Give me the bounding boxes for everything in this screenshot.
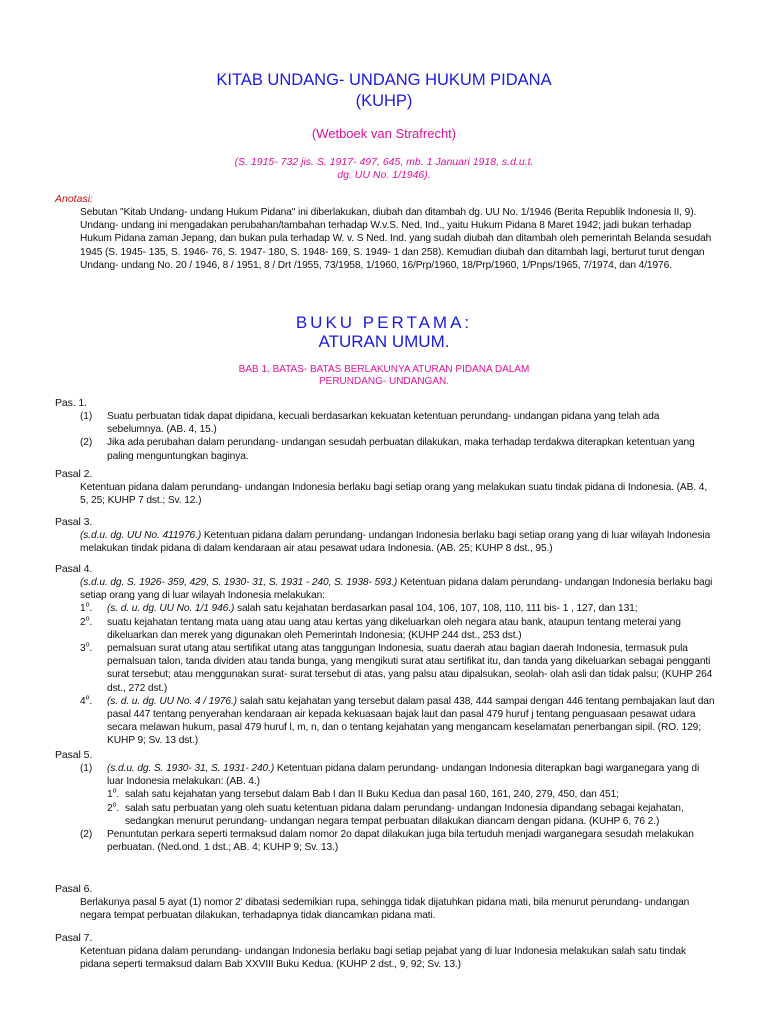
book-subtitle: ATURAN UMUM. bbox=[318, 332, 450, 351]
pasal-body bbox=[80, 576, 715, 602]
item-number: (2) bbox=[80, 829, 93, 841]
item-text: pemalsuan surat utang atau sertifikat utang atas tanggungan Indonesia, suatu daerah atau bagian daerah Indonesia, termasuk pula pemalsuan talon, tanda dividen atau tanda bunga, yang mengikuti surat atau sertifikat itu, dan tanda yang dikeluarkan sebagai pengganti surat tersebut; atau menggunakan surat- surat tersebut di atas, yang palsu atau dipalsukan, seolah- olah asli dan tidak palsu; (KUHP 264 dst., 272 dst.) bbox=[107, 643, 713, 694]
chapter-heading bbox=[0, 364, 768, 388]
item-text: (s.d.u. dg. S. 1930- 31, S. 1931- 240.) Ketentuan pidana dalam perundang- undangan Indonesia diterapkan bagi warganegara yang di luar Indonesia melakukan: (AB. 4.) bbox=[107, 763, 700, 788]
item-number: (2) bbox=[80, 437, 93, 449]
title-line-1: KITAB UNDANG- UNDANG HUKUM PIDANA bbox=[216, 71, 552, 89]
pasal-label: Pasal 5. bbox=[55, 749, 93, 761]
item-number: 1$^o$. bbox=[80, 602, 93, 615]
pasal-body bbox=[80, 529, 715, 555]
pasal-text: Ketentuan pidana dalam perundang- undangan Indonesia berlaku bagi setiap orang yang melakukan suatu tindak pidana di Indonesia. (AB. 4, 5, 25; KUHP 7 dst.; Sv. 12.) bbox=[80, 482, 708, 507]
item-text: suatu kejahatan tentang mata uang atau uang atau kertas yang dikeluarkan oleh negara atau bank, ataupun tentang meterai yang dikeluarkan dan merek yang digunakan oleh Pemerintah Indonesia; (KUHP 244 dst., 253 dst.) bbox=[107, 616, 681, 641]
staatsblad-reference bbox=[0, 156, 768, 182]
item-number: 2$^o$. bbox=[107, 801, 120, 814]
staatsblad-line-2: dg. UU No. 1/1946). bbox=[337, 169, 431, 181]
book-title: BUKU PERTAMA: bbox=[295, 313, 473, 332]
item-text: Jika ada perubahan dalam perundang- undangan sesudah perbuatan dilakukan, maka terhadap terdakwa diterapkan ketentuan yang paling menguntungkan baginya. bbox=[107, 437, 695, 462]
pasal-item bbox=[80, 695, 715, 748]
pasal-reference: (s.d.u. dg. S. 1926- 359, 429, S. 1930- 31, S. 1931 - 240, S. 1938- 593.) bbox=[80, 577, 398, 588]
pasal-subitem bbox=[107, 788, 715, 801]
pasal-item bbox=[80, 642, 715, 695]
pasal-item bbox=[80, 602, 715, 615]
pasal-label: Pasal 7. bbox=[55, 932, 93, 944]
pasal-2 bbox=[55, 468, 715, 507]
anotasi-label: Anotasi: bbox=[55, 193, 93, 205]
pasal-text: Ketentuan pidana dalam perundang- undangan Indonesia berlaku bagi setiap orang yang di luar wilayah Indonesia melakukan: bbox=[80, 577, 713, 602]
pasal-item bbox=[80, 436, 715, 462]
pasal-text: Berlakunya pasal 5 ayat (1) nomor 2' dibatasi sedemikian rupa, sehingga tidak dijatuhkan pidana mati, bila menurut perundang- undangan negara tempat perbuatan dilakukan, terhadapnya tidak diancamkan pidana mati. bbox=[80, 897, 690, 922]
pasal-6 bbox=[55, 883, 715, 922]
pasal-item bbox=[80, 616, 715, 642]
staatsblad-line-1: (S. 1915- 732 jis. S. 1917- 497, 645, mb. 1 Januari 1918, s.d.u.t. bbox=[234, 156, 534, 168]
item-text: Suatu perbuatan tidak dapat dipidana, kecuali berdasarkan kekuatan ketentuan perundang- undangan pidana yang telah ada sebelumnya. (AB. 4, 15.) bbox=[107, 411, 660, 436]
pasal-label: Pasal 2. bbox=[55, 468, 93, 480]
pasal-label: Pasal 3. bbox=[55, 516, 93, 528]
item-text: (s. d. u. dg. UU No. 4 / 1976.) salah satu kejahatan yang tersebut dalam pasal 438, 444 sampai dengan 446 tentang pembajakan laut dan pasal 447 tentang penyerahan kendaraan air kepada kekuasaan bajak laut dan pasal 479 huruf j tentang penguasaan pesawat udara secara melawan hukum, pasal 479 huruf l, m, n, dan o tentang kejahatan yang mengancam keselamatan penerbangan sipil. (RO. 129; KUHP 9; Sv. 13 dst.) bbox=[107, 695, 715, 747]
pasal-label: Pas. 1. bbox=[55, 397, 87, 409]
item-number: 4$^o$. bbox=[80, 694, 93, 707]
anotasi-text: Sebutan "Kitab Undang- undang Hukum Pidana" ini diberlakukan, diubah dan ditambah dg. UU No. 1/1946 (Berita Republik Indonesia II, 9). Undang- undang ini mengadakan perubahan/tambahan terhadap W.v.S. Ned. Ind., yaitu Hukum Pidana 8 Maret 1942; jadi bukan terhadap Hukum Pidana zaman Jepang, dan bukan pula terhadap W. v. S Ned. Ind. yang sudah diubah dan ditambah oleh pemerintah Belanda sesudah 1945 (S. 1945- 135, S. 1946- 76, S. 1947- 180, S. 1948- 169, S. 1949- 1 dan 258). Kemudian diubah dan ditambah lagi, berturut turut dengan Undang- undang No. 20 / 1946, 8 / 1951, 8 / Drt /1955, 73/1958, 1/1960, 16/Prp/1960, 18/Prp/1960, 1/Pnps/1965, 7/1974, dan 4/1976. bbox=[80, 207, 712, 271]
pasal-1 bbox=[55, 397, 715, 463]
pasal-item bbox=[80, 410, 715, 436]
item-number: (1) bbox=[80, 763, 93, 774]
pasal-label: Pasal 6. bbox=[55, 883, 93, 895]
subtitle: (Wetboek van Strafrecht) bbox=[311, 126, 457, 141]
chapter-line-2: PERUNDANG- UNDANGAN. bbox=[318, 376, 449, 387]
item-text: salah satu kejahatan yang tersebut dalam Bab I dan II Buku Kedua dan pasal 160, 161, 240, 279, 450, dan 451; bbox=[125, 789, 619, 801]
pasal-reference: (s.d.u. dg. UU No. 411976.) bbox=[80, 530, 202, 541]
pasal-3 bbox=[55, 516, 715, 555]
book-heading bbox=[0, 313, 768, 351]
item-text: Penuntutan perkara seperti termaksud dalam nomor 2o dapat dilakukan juga bila tertuduh menjadi warganegara sesudah melakukan perbuatan. (Ned.ond. 1 dst.; AB. 4; KUHP 9; Sv. 13.) bbox=[107, 829, 694, 854]
pasal-7 bbox=[55, 932, 715, 971]
pasal-5 bbox=[55, 749, 715, 854]
pasal-text: Ketentuan pidana dalam perundang- undangan Indonesia berlaku bagi setiap pejabat yang di luar Indonesia melakukan salah satu tindak pidana seperti termaksud dalam Bab XXVIII Buku Kedua. (KUHP 2 dst., 9, 92; Sv. 13.) bbox=[80, 946, 686, 971]
pasal-text: Ketentuan pidana dalam perundang- undangan Indonesia berlaku bagi setiap orang yang di luar wilayah Indonesia melakukan tindak pidana di dalam kendaraan air atau pesawat udara Indonesia. (AB. 25; KUHP 8 dst., 95.) bbox=[80, 530, 711, 555]
item-number: 1$^o$. bbox=[107, 788, 120, 801]
pasal-label: Pasal 4. bbox=[55, 563, 93, 575]
pasal-item bbox=[80, 762, 715, 788]
title-line-2: (KUHP) bbox=[355, 92, 413, 110]
pasal-4 bbox=[55, 563, 715, 748]
pasal-item bbox=[80, 828, 715, 854]
item-number: 2$^o$. bbox=[80, 615, 93, 628]
document-title bbox=[0, 70, 768, 112]
item-number: 3$^o$. bbox=[80, 641, 93, 655]
pasal-subitem bbox=[107, 802, 715, 828]
item-text: (s. d. u. dg. UU No. 1/1 946.) salah satu kejahatan berdasarkan pasal 104, 106, 107, 108, 110, 111 bis- 1 , 127, dan 131; bbox=[107, 603, 638, 615]
item-number: (1) bbox=[80, 411, 93, 422]
item-text: salah satu perbuatan yang oleh suatu ketentuan pidana dalam perundang- undangan Indonesia dipandang sebagai kejahatan, sedangkan menurut perundang- undangan negara tempat perbuatan dilakukan diancam dengan pidana. (KUHP 6, 76 2.) bbox=[125, 802, 684, 827]
chapter-line-1: BAB 1. BATAS- BATAS BERLAKUNYA ATURAN PIDANA DALAM bbox=[238, 364, 530, 375]
